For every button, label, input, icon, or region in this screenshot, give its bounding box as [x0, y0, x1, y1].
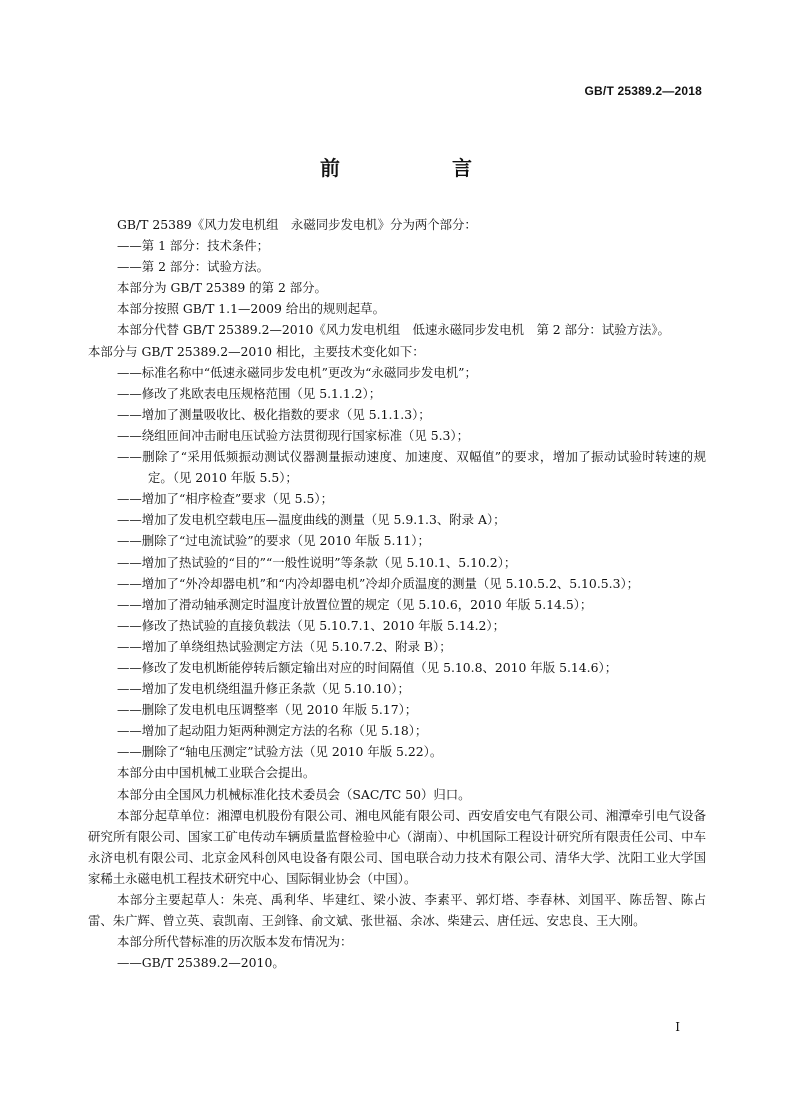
paragraph: 本部分按照 GB/T 1.1—2009 给出的规则起草。 — [117, 301, 385, 317]
list-item: ——第 1 部分：技术条件； — [117, 238, 270, 254]
paragraph: 本部分代替 GB/T 25389.2—2010《风力发电机组 低速永磁同步发电机 第 2 部分：试验方法》。 — [117, 322, 670, 338]
change-item: ——删除了“过电流试验”的要求（见 2010 年版 5.11）； — [117, 533, 430, 549]
change-item: ——增加了单绕组热试验测定方法（见 5.10.7.2、附录 B）； — [117, 638, 452, 654]
page-number: I — [675, 1020, 680, 1034]
change-item: ——删除了发电机电压调整率（见 2010 年版 5.17）； — [117, 702, 418, 718]
change-item: ——增加了发电机绕组温升修正条款（见 5.10.10）； — [117, 681, 410, 697]
change-item: ——增加了起动阻力矩两种测定方法的名称（见 5.18）； — [117, 723, 428, 739]
change-item: ——增加了滑动轴承测定时温度计放置位置的规定（见 5.10.6，2010 年版 5.14.5）； — [117, 596, 593, 612]
paragraph: 本部分所代替标准的历次版本发布情况为： — [117, 934, 353, 950]
change-item: ——修改了兆欧表电压规格范围（见 5.1.1.2）； — [117, 385, 382, 401]
paragraph: 本部分为 GB/T 25389 的第 2 部分。 — [117, 280, 327, 296]
change-item: ——增加了“相序检查”要求（见 5.5）； — [117, 491, 333, 507]
change-item: ——标准名称中“低速永磁同步发电机”更改为“永磁同步发电机”； — [117, 364, 477, 380]
list-item: ——GB/T 25389.2—2010。 — [117, 955, 285, 971]
change-item: ——增加了“外冷却器电机”和“内冷却器电机”冷却介质温度的测量（见 5.10.5.2、5.10.5.3）； — [117, 575, 640, 591]
change-item: ——删除了“采用低频振动测试仪器测量振动速度、加速度、双幅值”的要求，增加了振动试验时转速的规定。（见 2010 年版 5.5）； — [117, 449, 706, 486]
change-item: ——增加了热试验的“目的”“一般性说明”等条款（见 5.10.1、5.10.2）； — [117, 554, 517, 570]
change-item: ——绕组匝间冲击耐电压试验方法贯彻现行国家标准（见 5.3）； — [117, 427, 469, 443]
change-item: ——增加了测量吸收比、极化指数的要求（见 5.1.1.3）； — [117, 406, 431, 422]
drafters: 本部分主要起草人：朱亮、禹利华、毕建红、梁小波、李素平、郭灯塔、李春林、刘国平、陈岳智、陈占雷、朱广辉、曾立英、袁凯南、王剑锋、俞文斌、张世福、余冰、柴建云、唐任远、安忠良、王大刚。 — [88, 892, 706, 929]
foreword-body — [88, 214, 706, 973]
paragraph: 本部分由全国风力机械标准化技术委员会（SAC/TC 50）归口。 — [117, 786, 471, 802]
standard-code: GB/T 25389.2—2018 — [584, 84, 702, 98]
page-title: 前 言 — [320, 156, 518, 180]
change-item: ——修改了发电机断能停转后额定输出对应的时间隔值（见 5.10.8、2010 年版 5.14.6）； — [117, 659, 618, 675]
change-item: ——增加了发电机空载电压—温度曲线的测量（见 5.9.1.3、附录 A）； — [117, 512, 506, 528]
change-item: ——删除了“轴电压测定”试验方法（见 2010 年版 5.22）。 — [117, 744, 443, 760]
paragraph: 本部分与 GB/T 25389.2—2010 相比，主要技术变化如下： — [88, 343, 425, 359]
paragraph: 本部分由中国机械工业联合会提出。 — [117, 765, 316, 781]
paragraph: GB/T 25389《风力发电机组 永磁同步发电机》分为两个部分： — [117, 217, 477, 232]
change-item: ——修改了热试验的直接负载法（见 5.10.7.1、2010 年版 5.14.2）； — [117, 617, 505, 633]
drafting-units: 本部分起草单位：湘潭电机股份有限公司、湘电风能有限公司、西安盾安电气有限公司、湘潭牵引电气设备研究所有限公司、国家工矿电传动车辆质量监督检验中心（湖南）、中机国际工程设计研究所有限责任公司、中车永济电机有限公司、北京金风科创风电设备有限公司、国电联合动力技术有限公司、清华大学、沈阳工业大学国家稀土永磁电机工程技术研究中心、国际铜业协会（中国）。 — [88, 807, 706, 886]
list-item: ——第 2 部分：试验方法。 — [117, 259, 270, 275]
